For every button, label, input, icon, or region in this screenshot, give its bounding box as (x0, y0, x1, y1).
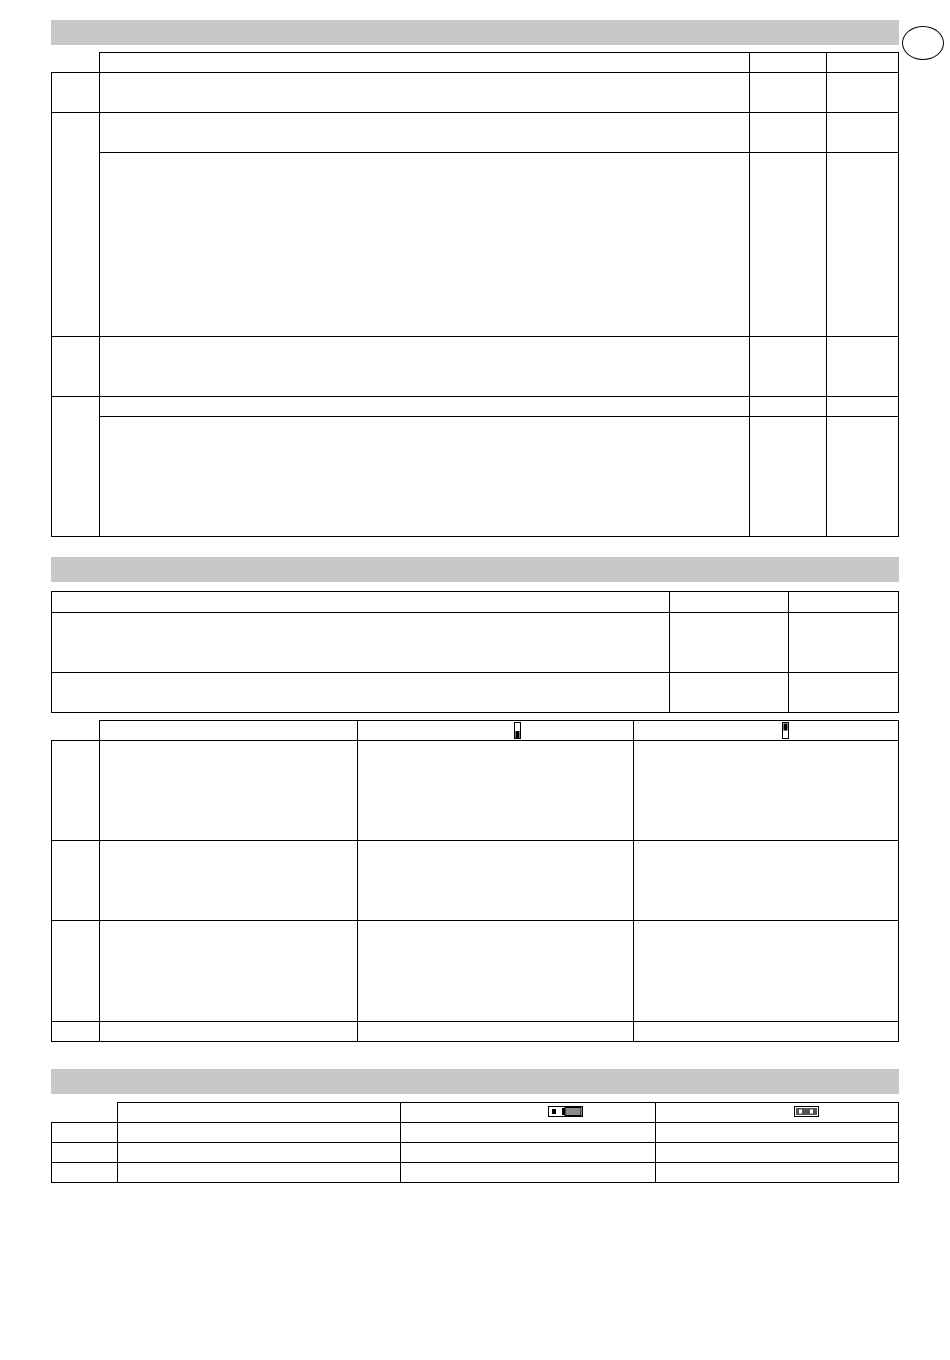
switch-up-icon (782, 722, 790, 740)
section-1-header-bar (51, 20, 899, 45)
section-2-header-bar (51, 557, 899, 582)
s1-row-sep (51, 396, 899, 397)
s1-row-sep (99, 152, 899, 153)
s1-row-sep (99, 416, 899, 417)
slider-left-icon (548, 1106, 584, 1118)
s1-row-sep (51, 336, 899, 337)
s1-row-sep (51, 112, 899, 113)
s1-body (51, 72, 899, 537)
language-badge (902, 26, 944, 60)
section-3-header-bar (51, 1069, 899, 1094)
s1-header-row (99, 52, 899, 73)
switch-down-icon (514, 722, 522, 740)
slider-right-icon (794, 1106, 820, 1118)
